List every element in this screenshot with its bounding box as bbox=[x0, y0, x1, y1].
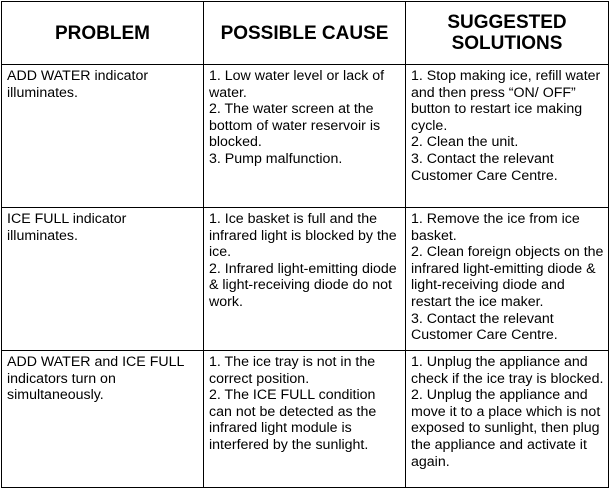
problem-cell: ADD WATER and ICE FULL indicators turn on simultaneously. bbox=[2, 351, 204, 488]
solution-item: 1. Stop making ice, refill water and then press “ON/ OFF” button to restart ice making cycle. bbox=[411, 68, 601, 134]
solution-item: 2. Unplug the appliance and move it to a place which is not exposed to sunlight, then plug the appliance and activate it again. bbox=[411, 387, 601, 470]
solution-cell bbox=[406, 208, 609, 351]
problem-cell: ICE FULL indicator illuminates. bbox=[2, 208, 204, 351]
solution-item: 2. Clean foreign objects on the infrared light-emitting diode & light-receiving diode and restart the ice maker. bbox=[411, 244, 604, 310]
solution-cell bbox=[406, 351, 609, 488]
solution-item: 2. Clean the unit. bbox=[411, 134, 519, 151]
header-row bbox=[2, 2, 609, 65]
header-suggested-solutions: SUGGESTED SOLUTIONS bbox=[406, 2, 609, 65]
cause-cell bbox=[204, 208, 406, 351]
table-row bbox=[2, 351, 609, 488]
cause-item: 1. The ice tray is not in the correct position. bbox=[209, 354, 376, 387]
cause-cell bbox=[204, 351, 406, 488]
cause-item: 3. Pump malfunction. bbox=[209, 150, 343, 167]
table-row bbox=[2, 65, 609, 208]
solution-item: 3. Contact the relevant Customer Care Centre. bbox=[411, 310, 558, 344]
header-possible-cause: POSSIBLE CAUSE bbox=[204, 2, 406, 65]
problem-cell: ADD WATER indicator illuminates. bbox=[2, 65, 204, 208]
cause-item: 1. Low water level or lack of water. bbox=[209, 68, 385, 101]
solution-item: 1. Remove the ice from ice basket. bbox=[411, 211, 580, 244]
troubleshooting-table bbox=[1, 1, 609, 488]
cause-item: 1. Ice basket is full and the infrared light is blocked by the ice. bbox=[209, 211, 397, 261]
solution-item: 1. Unplug the appliance and check if the ice tray is blocked. bbox=[411, 354, 604, 387]
cause-item: 2. The ICE FULL condition can not be detected as the infrared light module is interfered by the sunlight. bbox=[209, 387, 377, 453]
cause-cell bbox=[204, 65, 406, 208]
table-row bbox=[2, 208, 609, 351]
cause-item: 2. The water screen at the bottom of water reservoir is blocked. bbox=[209, 101, 381, 151]
solution-item: 3. Contact the relevant Customer Care Centre. bbox=[411, 150, 558, 184]
solution-cell bbox=[406, 65, 609, 208]
cause-item: 2. Infrared light-emitting diode & light-receiving diode do not work. bbox=[209, 260, 397, 310]
header-problem: PROBLEM bbox=[2, 2, 204, 65]
